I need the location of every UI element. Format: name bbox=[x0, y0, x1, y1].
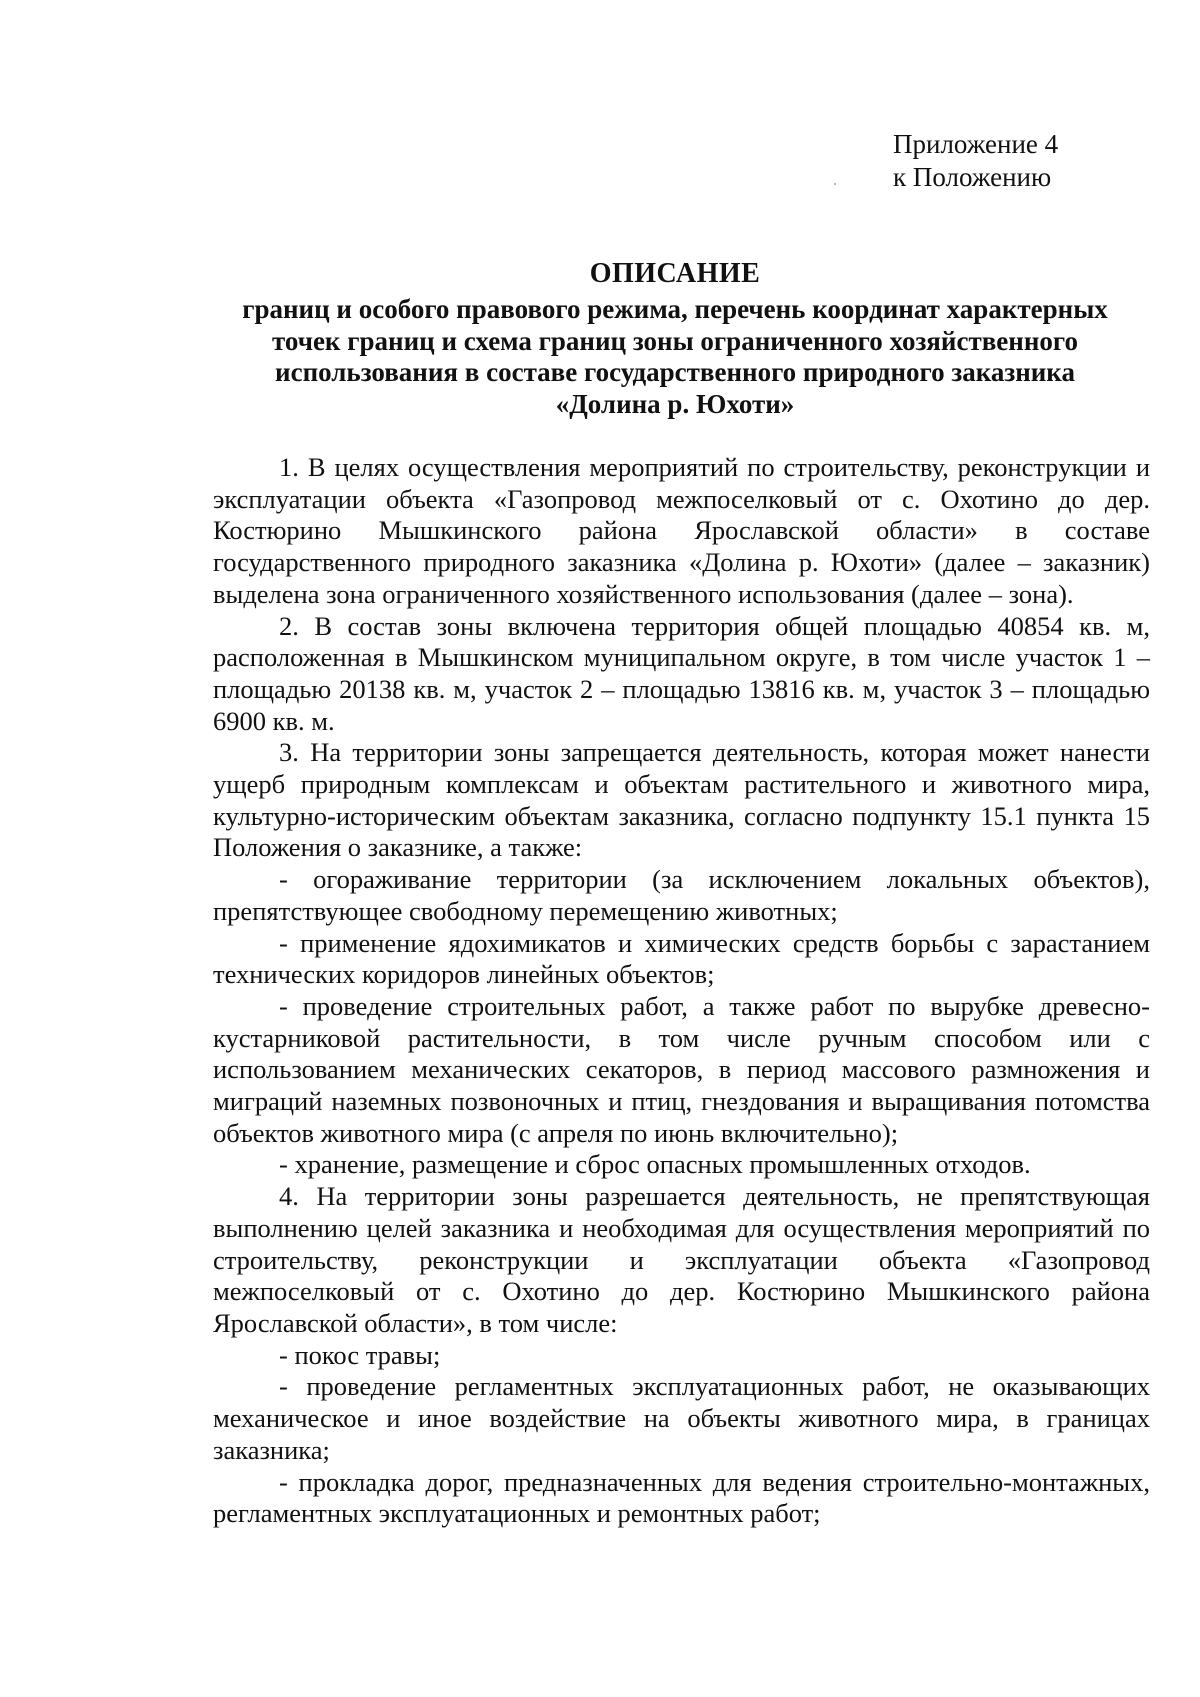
list-item-prohibited-construction-period: - проведение строительных работ, а также работ по вырубке древесно-кустарниковой растительности, в том числе ручным способом или с использованием механических секаторов, в период массового размножения и миграций наземных позвоночных и птиц, гнездования и выращивания потомства объектов животного мира (с апреля по июнь включительно); bbox=[213, 990, 1150, 1148]
appendix-reference bbox=[893, 128, 1058, 194]
paragraph-1: 1. В целях осуществления мероприятий по строительству, реконструкции и эксплуатации объекта «Газопровод межпоселковый от с. Охотино до дер. Костюрино Мышкинского района Ярославской области» в составе государственного природного заказника «Долина р. Юхоти» (далее – заказник) выделена зона ограниченного хозяйственного использования (далее – зона). bbox=[213, 452, 1150, 609]
paragraph-2: 2. В состав зоны включена территория общей площадью 40854 кв. м, расположенная в Мышкинском муниципальном округе, в том числе участок 1 – площадью 20138 кв. м, участок 2 – площадью 13816 кв. м, участок 3 – площадью 6900 кв. м. bbox=[213, 610, 1150, 736]
title-subheading bbox=[200, 294, 1150, 420]
document-body bbox=[213, 452, 1150, 1530]
paragraph-4: 4. На территории зоны разрешается деятельность, не препятствующая выполнению целей заказника и необходимая для осуществления мероприятий по строительству, реконструкции и эксплуатации объекта «Газопровод межпоселковый от с. Охотино до дер. Костюрино Мышкинского района Ярославской области», в том числе: bbox=[213, 1181, 1150, 1338]
list-item-prohibited-fencing: - огораживание территории (за исключением локальных объектов), препятствующее свободному перемещению животных; bbox=[213, 864, 1150, 926]
list-item-allowed-mowing: - покос травы; bbox=[279, 1339, 441, 1370]
title-line-2: точек границ и схема границ зоны ограниченного хозяйственного bbox=[272, 325, 1078, 356]
title-line-1: границ и особого правового режима, перечень координат характерных bbox=[242, 294, 1108, 324]
list-item-allowed-roads: - прокладка дорог, предназначенных для ведения строительно-монтажных, регламентных эксплуатационных и ремонтных работ; bbox=[213, 1466, 1150, 1529]
document-title bbox=[200, 254, 1150, 420]
title-heading: ОПИСАНИЕ bbox=[589, 258, 761, 289]
paragraph-3: 3. На территории зоны запрещается деятельность, которая может нанести ущерб природным комплексам и объектам растительного и животного мира, культурно-историческим объектам заказника, согласно подпункту 15.1 пункта 15 Положения о заказнике, а также: bbox=[213, 737, 1150, 863]
appendix-line-1: Приложение 4 bbox=[893, 129, 1059, 159]
title-line-3: использования в составе государственного природного заказника bbox=[275, 357, 1075, 387]
list-item-prohibited-chemicals: - применение ядохимикатов и химических средств борьбы с зарастанием технических коридоров линейных объектов; bbox=[213, 927, 1150, 990]
list-item-prohibited-waste: - хранение, размещение и сброс опасных промышленных отходов. bbox=[279, 1149, 1031, 1180]
scan-speck bbox=[834, 183, 836, 185]
list-item-allowed-maintenance: - проведение регламентных эксплуатационных работ, не оказывающих механическое и иное воздействие на объекты животного мира, в границах заказника; bbox=[213, 1371, 1150, 1465]
title-line-4: «Долина р. Юхоти» bbox=[555, 388, 795, 419]
appendix-line-2: к Положению bbox=[893, 162, 1052, 192]
